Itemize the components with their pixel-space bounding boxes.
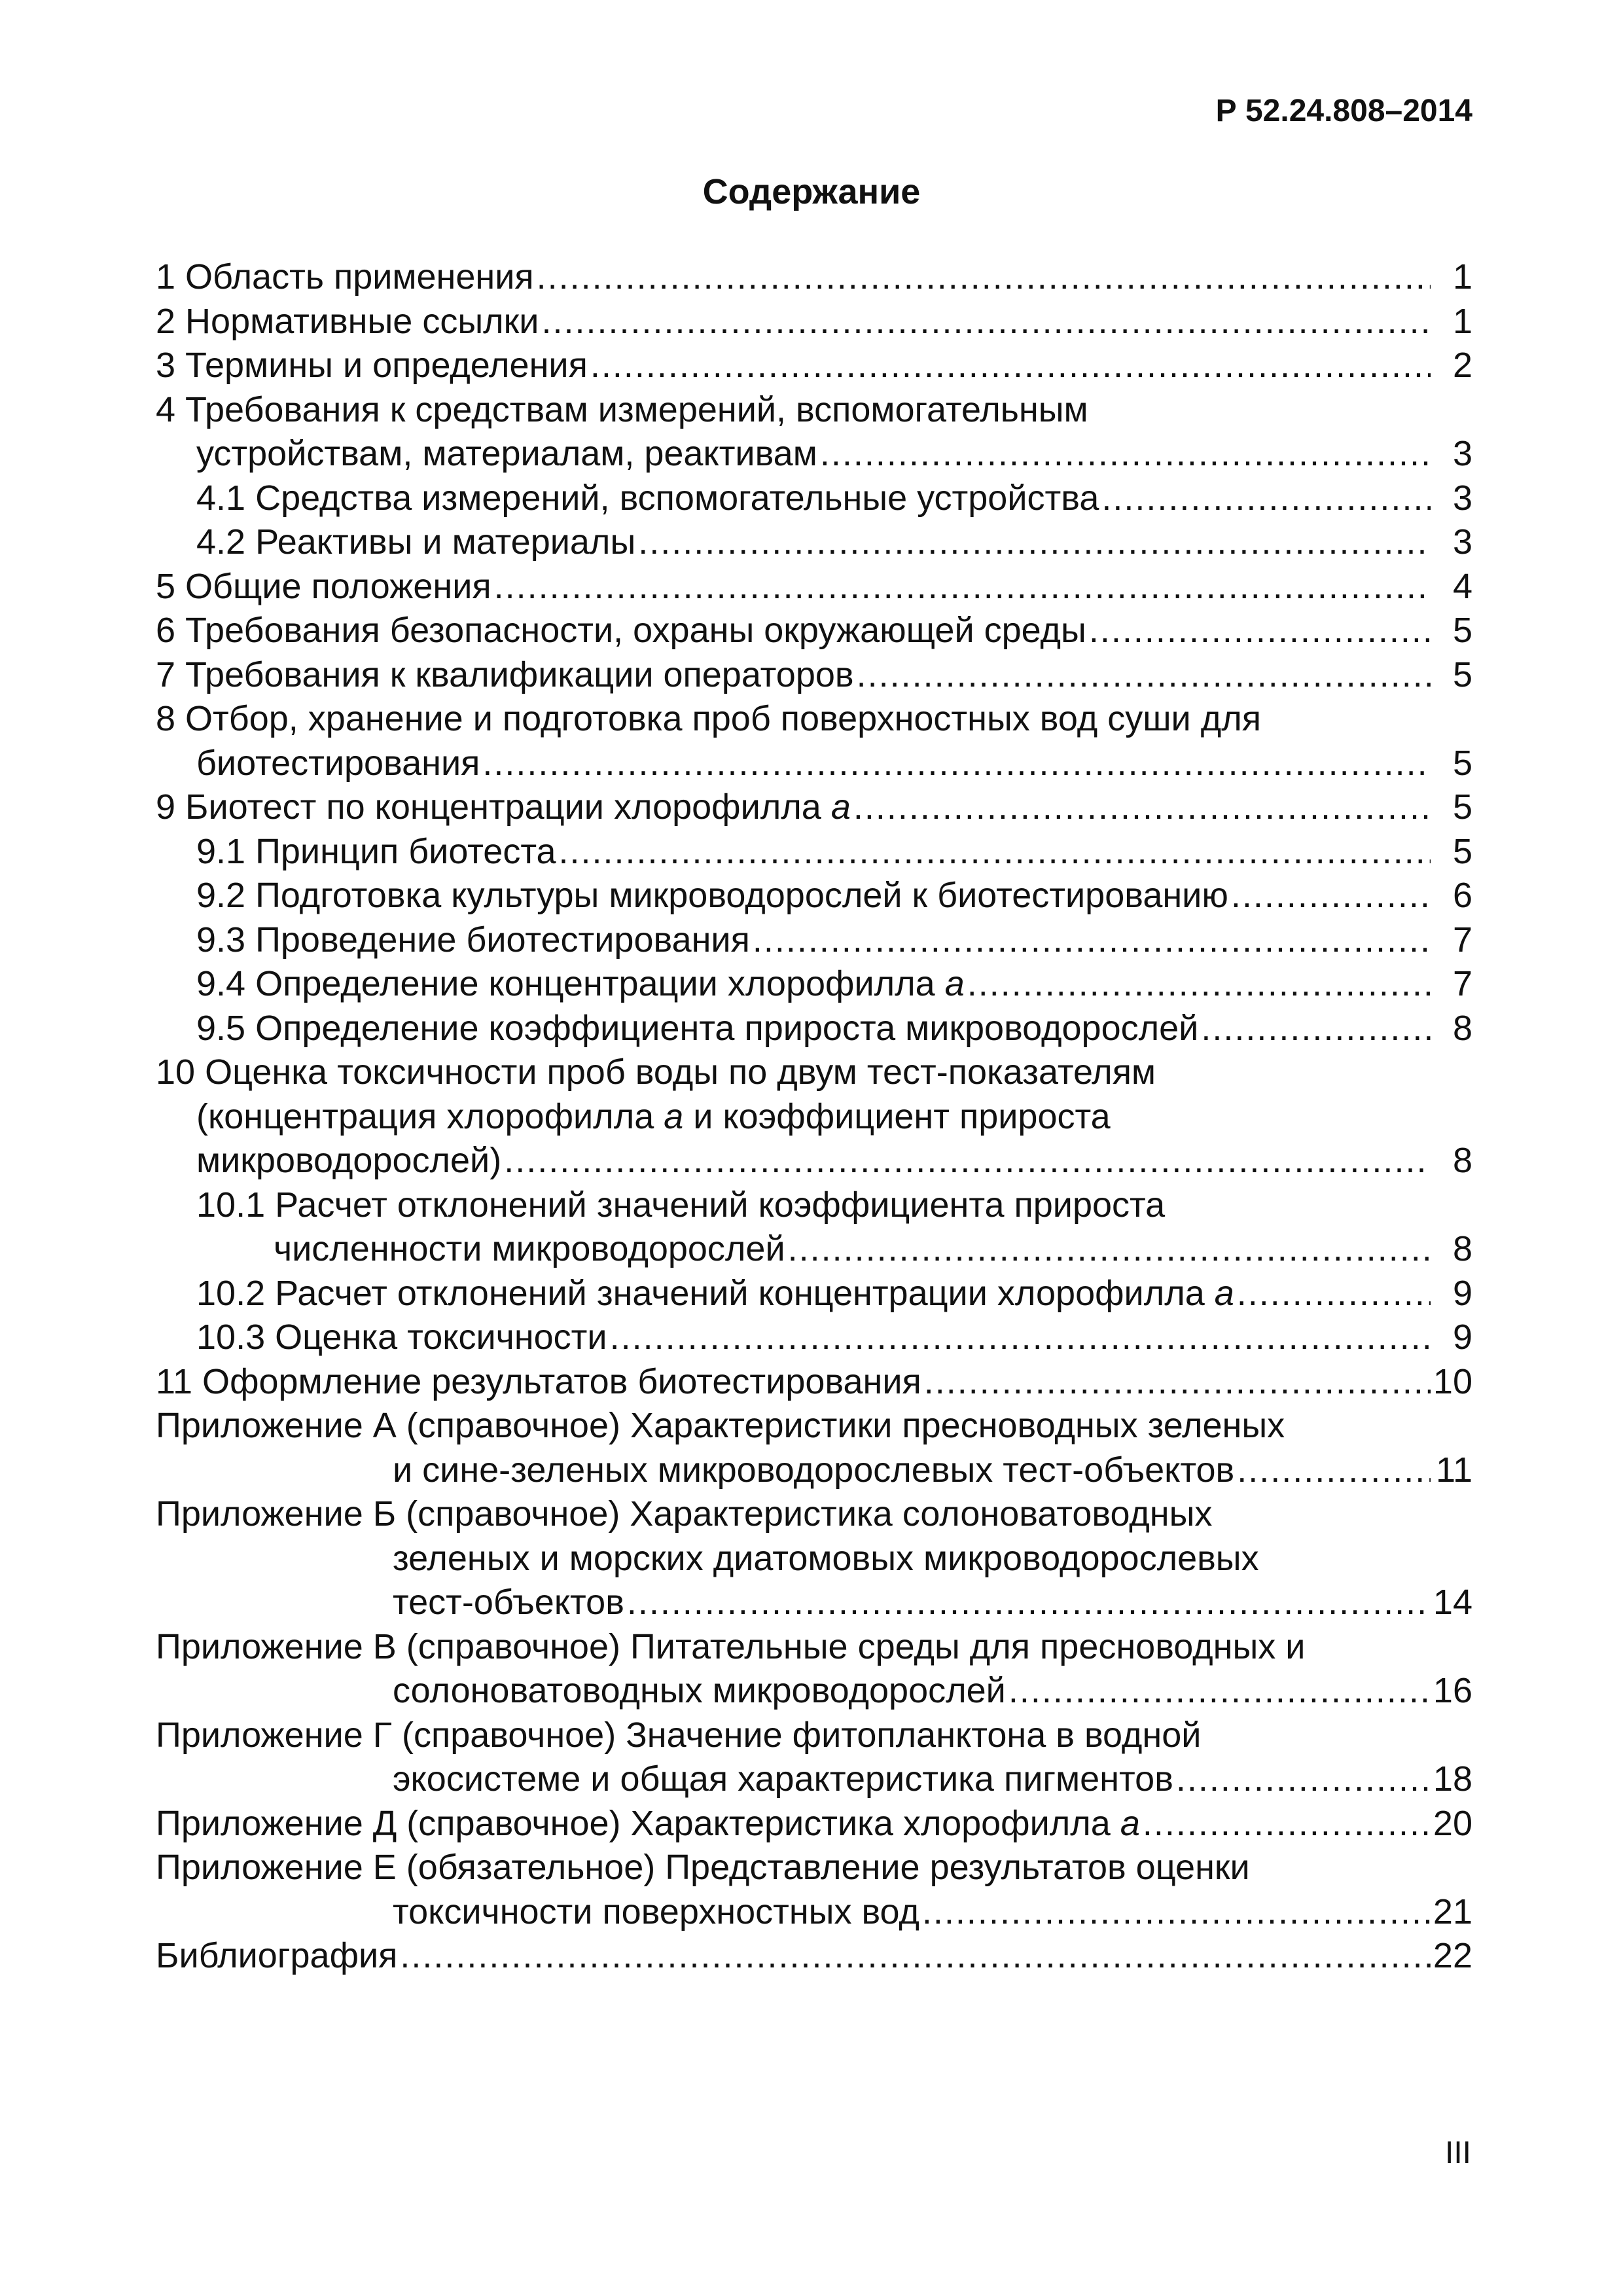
dot-leader xyxy=(922,1890,1431,1935)
toc-entry-text: зеленых и морских диатомовых микроводорослевых xyxy=(393,1538,1259,1578)
toc-entry-continuation[interactable] xyxy=(156,742,1472,786)
dot-leader xyxy=(1101,476,1431,521)
toc-entry-text: 9 Биотест по концентрации хлорофилла а xyxy=(156,787,851,827)
toc-entry-text: 4.2 Реактивы и материалы xyxy=(196,522,636,562)
toc-page-number: 21 xyxy=(1433,1892,1472,1931)
toc-entry-text: 2 Нормативные ссылки xyxy=(156,301,539,341)
toc-entry[interactable] xyxy=(156,565,1472,609)
toc-entry-text: Приложение Б (справочное) Характеристика солоноватоводных xyxy=(156,1494,1213,1534)
toc-entry-continuation[interactable] xyxy=(156,1227,1472,1272)
table-of-contents xyxy=(156,255,1472,1979)
toc-entry-continuation[interactable] xyxy=(156,1890,1472,1935)
toc-entry-text: 5 Общие положения xyxy=(156,566,491,606)
toc-page-number: 14 xyxy=(1433,1583,1472,1622)
dot-leader xyxy=(1176,1757,1431,1802)
toc-page-number: 5 xyxy=(1452,743,1472,783)
toc-entry-text: Библиография xyxy=(156,1936,398,1975)
toc-entry-continuation[interactable] xyxy=(156,1669,1472,1713)
page-number: III xyxy=(1444,2136,1471,2170)
dot-leader xyxy=(753,918,1431,963)
dot-leader xyxy=(400,1934,1431,1979)
toc-page-number: 5 xyxy=(1452,655,1472,694)
toc-subentry[interactable] xyxy=(156,476,1472,521)
toc-entry-text: 9.4 Определение концентрации хлорофилла а xyxy=(196,964,965,1003)
toc-entry-text: 4.1 Средства измерений, вспомогательные устройства xyxy=(196,478,1099,518)
toc-entry-text: и сине-зеленых микроводорослевых тест-объектов xyxy=(393,1450,1235,1490)
toc-subentry[interactable] xyxy=(156,874,1472,918)
dot-leader xyxy=(494,565,1431,609)
toc-entry-continuation[interactable] xyxy=(156,1581,1472,1625)
toc-page-number: 9 xyxy=(1452,1318,1472,1357)
toc-subentry[interactable] xyxy=(156,830,1472,874)
toc-entry-text: Приложение А (справочное) Характеристики пресноводных зеленых xyxy=(156,1406,1285,1445)
toc-entry-text: 7 Требования к квалификации операторов xyxy=(156,655,854,694)
toc-page-number: 8 xyxy=(1452,1229,1472,1268)
toc-page-number: 5 xyxy=(1452,611,1472,650)
toc-entry[interactable] xyxy=(156,785,1472,830)
dot-leader xyxy=(924,1360,1431,1405)
toc-appendix-entry[interactable] xyxy=(156,1625,1472,1670)
dot-leader xyxy=(541,300,1431,344)
dot-leader xyxy=(788,1227,1431,1272)
dot-leader xyxy=(638,520,1431,565)
toc-entry-text: 6 Требования безопасности, охраны окружающей среды xyxy=(156,611,1086,650)
toc-entry-text: 9.5 Определение коэффициента прироста микроводорослей xyxy=(196,1008,1199,1048)
dot-leader xyxy=(1231,874,1431,918)
toc-entry-text: 10 Оценка токсичности проб воды по двум тест-показателям xyxy=(156,1052,1156,1092)
toc-entry-text: Приложение Д (справочное) Характеристика хлорофилла а xyxy=(156,1803,1140,1843)
toc-entry-text: 10.3 Оценка токсичности xyxy=(196,1318,607,1357)
dot-leader xyxy=(1237,1448,1431,1493)
dot-leader xyxy=(610,1316,1431,1360)
toc-entry[interactable] xyxy=(156,255,1472,300)
toc-entry-text: биотестирования xyxy=(196,743,480,783)
toc-entry-text: микроводорослей) xyxy=(196,1141,502,1180)
toc-appendix-entry[interactable] xyxy=(156,1802,1472,1846)
toc-title: Содержание xyxy=(702,172,921,211)
toc-page-number: 3 xyxy=(1452,434,1472,473)
dot-leader xyxy=(1008,1669,1431,1713)
toc-entry-continuation[interactable] xyxy=(156,1537,1472,1581)
toc-entry[interactable] xyxy=(156,1360,1472,1405)
toc-page-number: 16 xyxy=(1433,1671,1472,1710)
toc-page-number: 11 xyxy=(1435,1450,1472,1490)
toc-entry-text: (концентрация хлорофилла а и коэффициент прироста xyxy=(196,1096,1111,1136)
toc-entry-text: 9.1 Принцип биотеста xyxy=(196,831,556,871)
document-code: Р 52.24.808–2014 xyxy=(1215,94,1472,128)
toc-entry-continuation[interactable] xyxy=(156,1139,1472,1183)
toc-entry-text: 1 Область применения xyxy=(156,257,534,296)
toc-page-number: 2 xyxy=(1452,346,1472,385)
toc-page-number: 18 xyxy=(1433,1759,1472,1799)
toc-appendix-entry[interactable] xyxy=(156,1404,1472,1448)
toc-subentry[interactable] xyxy=(156,1316,1472,1360)
dot-leader xyxy=(967,962,1431,1007)
toc-appendix-entry[interactable] xyxy=(156,1846,1472,1890)
dot-leader xyxy=(504,1139,1431,1183)
toc-entry-text: 9.3 Проведение биотестирования xyxy=(196,920,750,960)
toc-page-number: 10 xyxy=(1433,1361,1472,1401)
toc-page-number: 7 xyxy=(1452,964,1472,1003)
toc-page-number: 8 xyxy=(1452,1141,1472,1180)
toc-page-number: 1 xyxy=(1452,257,1472,296)
toc-entry[interactable] xyxy=(156,1050,1472,1095)
toc-entry[interactable] xyxy=(156,653,1472,698)
toc-page-number: 3 xyxy=(1452,522,1472,562)
toc-entry-text: 10.2 Расчет отклонений значений концентрации хлорофилла а xyxy=(196,1273,1234,1313)
toc-entry-continuation[interactable] xyxy=(156,1448,1472,1493)
toc-appendix-entry[interactable] xyxy=(156,1713,1472,1758)
toc-entry-text: 4 Требования к средствам измерений, вспомогательным xyxy=(156,389,1088,429)
toc-page-number: 5 xyxy=(1452,787,1472,827)
toc-entry[interactable] xyxy=(156,300,1472,344)
toc-entry-text: тест-объектов xyxy=(393,1583,624,1622)
dot-leader xyxy=(1237,1272,1431,1316)
toc-entry-continuation[interactable] xyxy=(156,1095,1472,1139)
toc-page-number: 20 xyxy=(1433,1803,1472,1843)
toc-appendix-entry[interactable] xyxy=(156,1492,1472,1537)
toc-entry-text: 11 Оформление результатов биотестирования xyxy=(156,1361,921,1401)
toc-page-number: 22 xyxy=(1433,1936,1472,1975)
toc-entry-continuation[interactable] xyxy=(156,1757,1472,1802)
dot-leader xyxy=(857,653,1431,698)
toc-subentry[interactable] xyxy=(156,918,1472,963)
toc-entry-text: устройствам, материалам, реактивам xyxy=(196,434,817,473)
toc-page-number: 8 xyxy=(1452,1008,1472,1048)
dot-leader xyxy=(559,830,1431,874)
toc-entry[interactable] xyxy=(156,1934,1472,1979)
toc-subentry[interactable] xyxy=(156,1272,1472,1316)
toc-entry-text: 8 Отбор, хранение и подготовка проб поверхностных вод суши для xyxy=(156,699,1261,738)
dot-leader xyxy=(590,344,1431,388)
toc-entry[interactable] xyxy=(156,344,1472,388)
dot-leader xyxy=(482,742,1431,786)
toc-entry-continuation[interactable] xyxy=(156,432,1472,476)
toc-subentry[interactable] xyxy=(156,1007,1472,1051)
toc-entry-text: токсичности поверхностных вод xyxy=(393,1892,919,1931)
toc-entry-text: Приложение В (справочное) Питательные среды для пресноводных и xyxy=(156,1626,1306,1666)
toc-subentry[interactable] xyxy=(156,962,1472,1007)
toc-page-number: 3 xyxy=(1452,478,1472,518)
toc-page-number: 6 xyxy=(1452,876,1472,915)
toc-entry-text: Приложение Г (справочное) Значение фитопланктона в водной xyxy=(156,1715,1202,1755)
toc-entry-text: численности микроводорослей xyxy=(274,1229,785,1268)
toc-page-number: 9 xyxy=(1452,1273,1472,1313)
dot-leader xyxy=(1143,1802,1431,1846)
toc-entry-text: 3 Термины и определения xyxy=(156,346,588,385)
toc-entry[interactable] xyxy=(156,388,1472,433)
toc-entry-text: экосистеме и общая характеристика пигментов xyxy=(393,1759,1173,1799)
toc-entry[interactable] xyxy=(156,609,1472,653)
dot-leader xyxy=(820,432,1431,476)
toc-entry-text: 10.1 Расчет отклонений значений коэффициента прироста xyxy=(196,1185,1166,1225)
dot-leader xyxy=(1201,1007,1431,1051)
toc-page-number: 5 xyxy=(1452,831,1472,871)
dot-leader xyxy=(1089,609,1431,653)
toc-entry-text: солоноватоводных микроводорослей xyxy=(393,1671,1006,1710)
dot-leader xyxy=(537,255,1431,300)
dot-leader xyxy=(627,1581,1431,1625)
toc-page-number: 1 xyxy=(1452,301,1472,341)
toc-subentry[interactable] xyxy=(156,1183,1472,1228)
toc-entry[interactable] xyxy=(156,697,1472,742)
toc-page-number: 4 xyxy=(1452,566,1472,606)
dot-leader xyxy=(853,785,1431,830)
toc-subentry[interactable] xyxy=(156,520,1472,565)
toc-page-number: 7 xyxy=(1452,920,1472,960)
toc-entry-text: 9.2 Подготовка культуры микроводорослей к биотестированию xyxy=(196,876,1228,915)
toc-entry-text: Приложение Е (обязательное) Представление результатов оценки xyxy=(156,1848,1250,1887)
